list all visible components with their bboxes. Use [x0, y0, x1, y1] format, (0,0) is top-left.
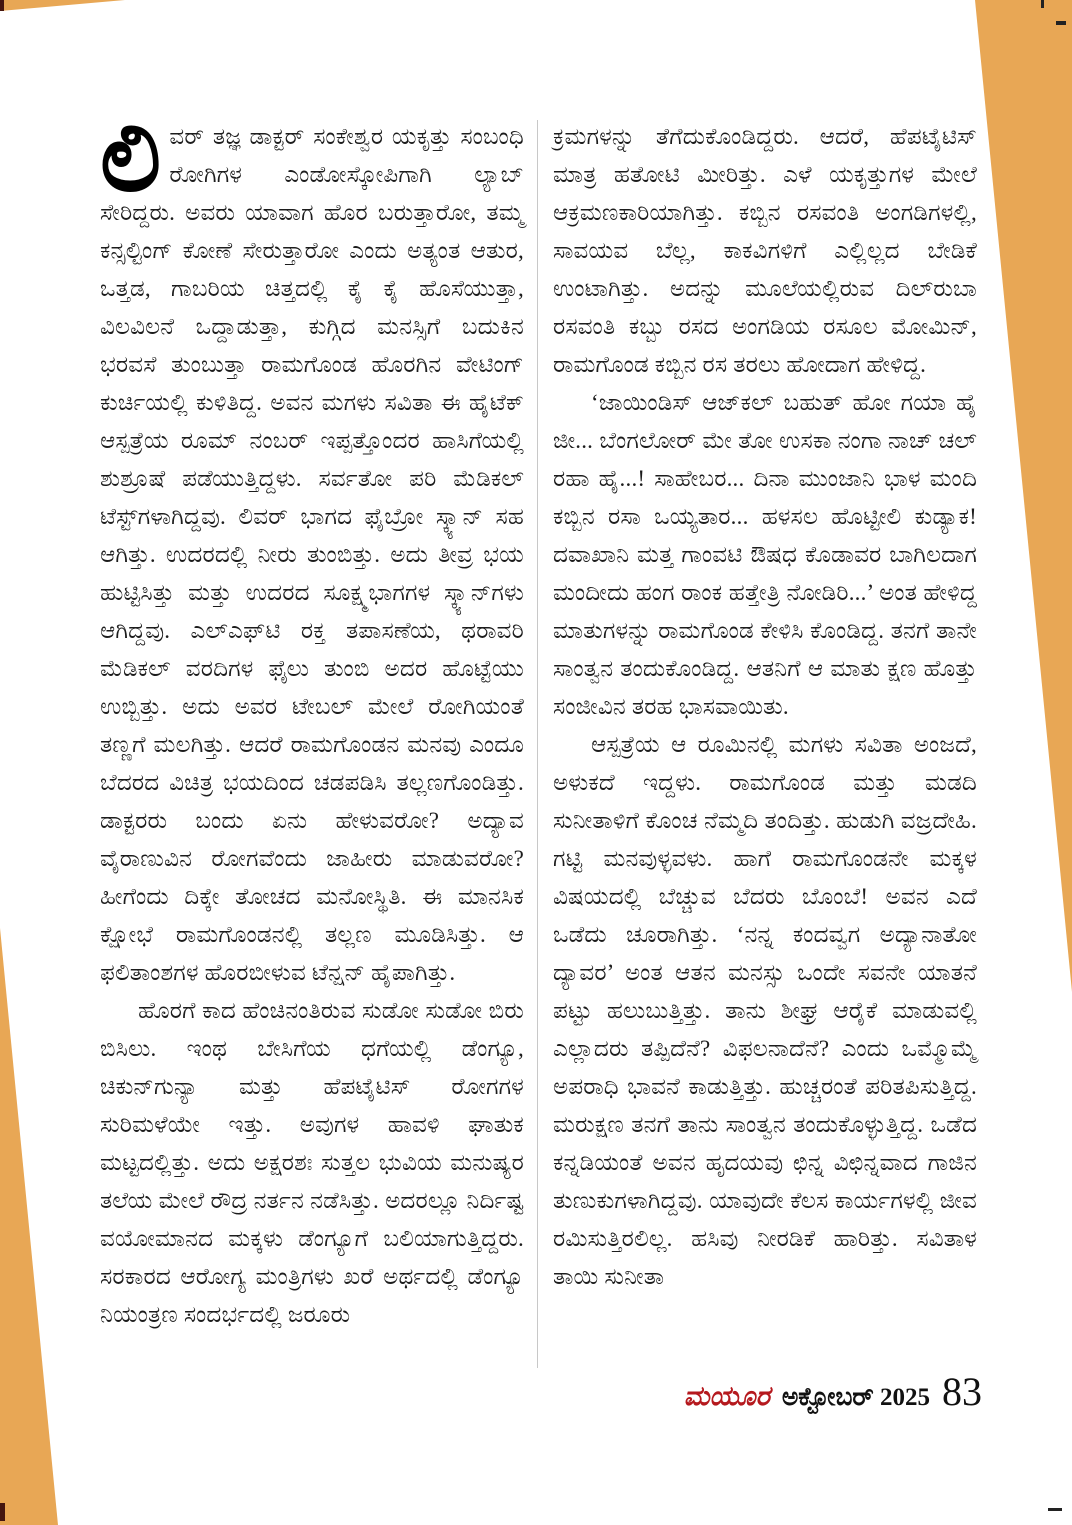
crop-mark-bottom-right: [1048, 1508, 1062, 1511]
paragraph-4: ‘ಜಾಯಿಂಡಿಸ್ ಆಜ್‌ಕಲ್ ಬಹುತ್ ಹೋ ಗಯಾ ಹೈ ಜೀ... ಬೆಂಗಲೋರ್ ಮೇ ತೋ ಉಸಕಾ ನಂಗಾ ನಾಚ್ ಚಲ್ ರಹಾ ಹೈ...! ಸಾಹೇಬರ... ದಿನಾ ಮುಂಜಾನಿ ಭಾಳ ಮಂದಿ ಕಬ್ಬಿನ ರಸಾ ಒಯ್ಯತಾರ... ಹಳಸಲ ಹೊಟ್ಟೀಲಿ ಕುಡ್ಯಾಕ! ದವಾಖಾನಿ ಮತ್ತ ಗಾಂವಟಿ ಔಷಧ ಕೊಡಾವರ ಬಾಗಿಲದಾಗ ಮಂದೀದು ಹಂಗ ರಾಂಕ ಹತ್ತೇತ್ರಿ ನೋಡಿರಿ...’ ಅಂತ ಹೇಳಿದ್ದ ಮಾತುಗಳನ್ನು ರಾಮಗೊಂಡ ಕೇಳಿಸಿ ಕೊಂಡಿದ್ದ. ತನಗೆ ತಾನೇ ಸಾಂತ್ವನ ತಂದುಕೊಂಡಿದ್ದ. ಆತನಿಗೆ ಆ ಮಾತು ಕ್ಷಣ ಹೊತ್ತು ಸಂಜೀವಿನ ತರಹ ಭಾಸವಾಯಿತು.: [553, 390, 977, 719]
page-footer: [684, 1368, 982, 1415]
crop-mark-top-left: [0, 0, 4, 11]
column-divider: [537, 120, 538, 1368]
paragraph-1-text: ವರ್ ತಜ್ಞ ಡಾಕ್ಟರ್ ಸಂಕೇಶ್ವರ ಯಕೃತ್ತು ಸಂಬಂಧಿ ರೋಗಿಗಳ ಎಂಡೋಸ್ಕೋಪಿಗಾಗಿ ಲ್ಯಾಬ್ ಸೇರಿದ್ದರು. ಅವರು ಯಾವಾಗ ಹೊರ ಬರುತ್ತಾರೋ, ತಮ್ಮ ಕನ್ಸಲ್ಟಿಂಗ್ ಕೋಣೆ ಸೇರುತ್ತಾರೋ ಎಂದು ಅತ್ಯಂತ ಆತುರ, ಒತ್ತಡ, ಗಾಬರಿಯ ಚಿತ್ತದಲ್ಲಿ ಕೈ ಕೈ ಹೊಸೆಯುತ್ತಾ, ವಿಲವಿಲನೆ ಒದ್ದಾಡುತ್ತಾ, ಕುಗ್ಗಿದ ಮನಸ್ಸಿಗೆ ಬದುಕಿನ ಭರವಸೆ ತುಂಬುತ್ತಾ ರಾಮಗೊಂಡ ಹೊರಗಿನ ವೇಟಿಂಗ್ ಕುರ್ಚಿಯಲ್ಲಿ ಕುಳಿತಿದ್ದ. ಅವನ ಮಗಳು ಸವಿತಾ ಈ ಹೈಟೆಕ್ ಆಸ್ಪತ್ರೆಯ ರೂಮ್ ನಂಬರ್ ಇಪ್ಪತ್ತೊಂದರ ಹಾಸಿಗೆಯಲ್ಲಿ ಶುಶ್ರೂಷೆ ಪಡೆಯುತ್ತಿದ್ದಳು. ಸರ್ವತೋ ಪರಿ ಮೆಡಿಕಲ್ ಟೆಸ್ಟ್‌ಗಳಾಗಿದ್ದವು. ಲಿವರ್ ಭಾಗದ ಫೈಬ್ರೋ ಸ್ಕ್ಯಾನ್ ಸಹ ಆಗಿತ್ತು. ಉದರದಲ್ಲಿ ನೀರು ತುಂಬಿತ್ತು. ಅದು ತೀವ್ರ ಭಯ ಹುಟ್ಟಿಸಿತ್ತು ಮತ್ತು ಉದರದ ಸೂಕ್ಷ್ಮಭಾಗಗಳ ಸ್ಕ್ಯಾನ್‌ಗಳು ಆಗಿದ್ದವು. ಎಲ್‌ಎಫ್‌ಟಿ ರಕ್ತ ತಪಾಸಣೆಯ, ಥರಾವರಿ ಮೆಡಿಕಲ್ ವರದಿಗಳ ಫೈಲು ತುಂಬಿ ಅದರ ಹೊಟ್ಟೆಯು ಉಬ್ಬಿತ್ತು. ಅದು ಅವರ ಟೇಬಲ್ ಮೇಲೆ ರೋಗಿಯಂತೆ ತಣ್ಣಗೆ ಮಲಗಿತ್ತು. ಆದರೆ ರಾಮಗೊಂಡನ ಮನವು ಎಂದೂ ಬೆದರದ ವಿಚಿತ್ರ ಭಯದಿಂದ ಚಡಪಡಿಸಿ ತಲ್ಲಣಗೊಂಡಿತ್ತು. ಡಾಕ್ಟರರು ಬಂದು ಏನು ಹೇಳುವರೋ? ಅದ್ಯಾವ ವೈರಾಣುವಿನ ರೋಗವೆಂದು ಜಾಹೀರು ಮಾಡುವರೋ? ಹೀಗೆಂದು ದಿಕ್ಕೇ ತೋಚದ ಮನೋಸ್ಥಿತಿ. ಈ ಮಾನಸಿಕ ಕ್ಷೋಭೆ ರಾಮಗೊಂಡನಲ್ಲಿ ತಲ್ಲಣ ಮೂಡಿಸಿತ್ತು. ಆ ಫಲಿತಾಂಶಗಳ ಹೊರಬೀಳುವ ಟೆನ್ಷನ್ ಹೈಪಾಗಿತ್ತು.: [100, 124, 524, 985]
crop-mark-top-right-2: [1056, 21, 1066, 25]
article-column-right: [553, 118, 977, 1296]
corner-accent-top-left: [0, 0, 125, 11]
crop-mark-bottom-left: [0, 1503, 5, 1521]
paragraph-5: ಆಸ್ಪತ್ರೆಯ ಆ ರೂಮಿನಲ್ಲಿ ಮಗಳು ಸವಿತಾ ಅಂಜದೆ, ಅಳುಕದೆ ಇದ್ದಳು. ರಾಮಗೊಂಡ ಮತ್ತು ಮಡದಿ ಸುನೀತಾಳಿಗೆ ಕೊಂಚ ನೆಮ್ಮದಿ ತಂದಿತ್ತು. ಹುಡುಗಿ ವಜ್ರದೇಹಿ. ಗಟ್ಟಿ ಮನವುಳ್ಳವಳು. ಹಾಗೆ ರಾಮಗೊಂಡನೇ ಮಕ್ಕಳ ವಿಷಯದಲ್ಲಿ ಬೆಚ್ಚುವ ಬೆದರು ಬೊಂಬೆ! ಅವನ ಎದೆ ಒಡೆದು ಚೂರಾಗಿತ್ತು. ‘ನನ್ನ ಕಂದವ್ವಗ ಅದ್ಯಾನಾತೋ ದ್ಯಾವರ’ ಅಂತ ಆತನ ಮನಸ್ಸು ಒಂದೇ ಸವನೇ ಯಾತನೆ ಪಟ್ಟು ಹಲುಬುತ್ತಿತ್ತು. ತಾನು ಶೀಘ್ರ ಆರೈಕೆ ಮಾಡುವಲ್ಲಿ ಎಲ್ಲಾದರು ತಪ್ಪಿದೆನೆ? ವಿಫಲನಾದೆನೆ? ಎಂದು ಒಮ್ಮೊಮ್ಮೆ ಅಪರಾಧಿ ಭಾವನೆ ಕಾಡುತ್ತಿತ್ತು. ಹುಚ್ಚರಂತೆ ಪರಿತಪಿಸುತ್ತಿದ್ದ. ಮರುಕ್ಷಣ ತನಗೆ ತಾನು ಸಾಂತ್ವನ ತಂದುಕೊಳ್ಳುತ್ತಿದ್ದ. ಒಡೆದ ಕನ್ನಡಿಯಂತೆ ಅವನ ಹೃದಯವು ಛಿನ್ನ ವಿಛಿನ್ನವಾದ ಗಾಜಿನ ತುಣುಕುಗಳಾಗಿದ್ದವು. ಯಾವುದೇ ಕೆಲಸ ಕಾರ್ಯಗಳಲ್ಲಿ ಜೀವ ರಮಿಸುತ್ತಿರಲಿಲ್ಲ. ಹಸಿವು ನೀರಡಿಕೆ ಹಾರಿತ್ತು. ಸವಿತಾಳ ತಾಯಿ ಸುನೀತಾ: [553, 732, 977, 1289]
page-number: 83: [942, 1369, 982, 1414]
paragraph-1: [100, 104, 524, 992]
issue-date: ಅಕ್ಟೋಬರ್ 2025: [781, 1384, 930, 1411]
corner-accent-bottom-left: [0, 928, 58, 1525]
paragraph-2: ಹೊರಗೆ ಕಾದ ಹೆಂಚಿನಂತಿರುವ ಸುಡೋ ಸುಡೋ ಬಿರು ಬಿಸಿಲು. ಇಂಥ ಬೇಸಿಗೆಯ ಧಗೆಯಲ್ಲಿ ಡೆಂಗ್ಯೂ, ಚಿಕುನ್‌ಗುನ್ಯಾ ಮತ್ತು ಹೆಪಟೈಟಿಸ್ ರೋಗಗಳ ಸುರಿಮಳೆಯೇ ಇತ್ತು. ಅವುಗಳ ಹಾವಳಿ ಘಾತುಕ ಮಟ್ಟದಲ್ಲಿತ್ತು. ಅದು ಅಕ್ಷರಶಃ ಸುತ್ತಲ ಭುವಿಯ ಮನುಷ್ಯರ ತಲೆಯ ಮೇಲೆ ರೌದ್ರ ನರ್ತನ ನಡೆಸಿತ್ತು. ಅದರಲ್ಲೂ ನಿರ್ದಿಷ್ಟ ವಯೋಮಾನದ ಮಕ್ಕಳು ಡೆಂಗ್ಯೂಗೆ ಬಲಿಯಾಗುತ್ತಿದ್ದರು. ಸರಕಾರದ ಆರೋಗ್ಯ ಮಂತ್ರಿಗಳು ಖರೆ ಅರ್ಥದಲ್ಲಿ ಡೆಂಗ್ಯೂ ನಿಯಂತ್ರಣ ಸಂದರ್ಭದಲ್ಲಿ ಜರೂರು: [100, 998, 524, 1327]
paragraph-3: ಕ್ರಮಗಳನ್ನು ತೆಗೆದುಕೊಂಡಿದ್ದರು. ಆದರೆ, ಹೆಪಟೈಟಿಸ್ ಮಾತ್ರ ಹತೋಟಿ ಮೀರಿತ್ತು. ಎಳೆ ಯಕೃತ್ತುಗಳ ಮೇಲೆ ಆಕ್ರಮಣಕಾರಿಯಾಗಿತ್ತು. ಕಬ್ಬಿನ ರಸವಂತಿ ಅಂಗಡಿಗಳಲ್ಲಿ, ಸಾವಯವ ಬೆಲ್ಲ, ಕಾಕವಿಗಳಿಗೆ ಎಲ್ಲಿಲ್ಲದ ಬೇಡಿಕೆ ಉಂಟಾಗಿತ್ತು. ಅದನ್ನು ಮೂಲೆಯಲ್ಲಿರುವ ದಿಲ್‌ರುಬಾ ರಸವಂತಿ ಕಬ್ಬು ರಸದ ಅಂಗಡಿಯ ರಸೂಲ ಮೋಮಿನ್, ರಾಮಗೊಂಡ ಕಬ್ಬಿನ ರಸ ತರಲು ಹೋದಾಗ ಹೇಳಿದ್ದ.: [553, 124, 977, 377]
corner-accent-right: [975, 0, 1072, 992]
crop-mark-top-right-1: [1041, 0, 1044, 8]
magazine-logo: ಮಯೂರ: [683, 1381, 770, 1411]
article-column-left: [100, 104, 524, 1334]
drop-cap: ಲಿ: [100, 104, 162, 211]
